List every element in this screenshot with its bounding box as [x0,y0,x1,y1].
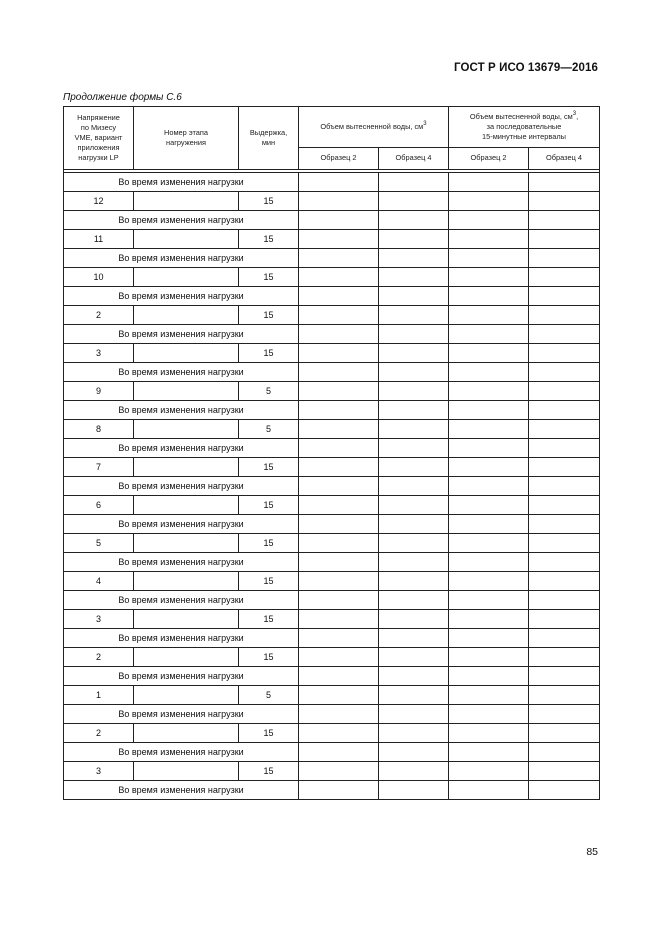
sample-4-interval-cell[interactable] [529,173,600,192]
load-change-label: Во время изменения нагрузки [64,515,299,534]
table-row-stage [64,724,600,743]
hold-time-cell: 15 [239,458,299,477]
stage-number-cell[interactable] [134,230,239,249]
sample-2-volume-cell[interactable] [299,420,379,439]
sample-4-volume-cell[interactable] [379,458,449,477]
stage-number-cell[interactable] [134,382,239,401]
table-row-load-change [64,553,600,572]
sample-4-interval-cell[interactable] [529,667,600,686]
form-caption: Продолжение формы С.6 [63,92,182,103]
sample-2-volume-cell[interactable] [299,287,379,306]
header-interval-volume: Объем вытесненной воды, $см^3$, за последовательные 15-минутные интервалы [449,107,600,148]
stage-number-cell[interactable] [134,420,239,439]
sample-2-interval-cell[interactable] [449,192,529,211]
sample-4-interval-cell[interactable] [529,249,600,268]
sample-2-volume-cell[interactable] [299,439,379,458]
load-change-label: Во время изменения нагрузки [64,249,299,268]
sample-4-volume-cell[interactable] [379,211,449,230]
table-row-stage [64,344,600,363]
page-number: 85 [586,846,598,858]
sample-4-interval-cell[interactable] [529,515,600,534]
sample-2-interval-cell[interactable] [449,249,529,268]
table-row-load-change [64,515,600,534]
voltage-cell: 2 [64,306,134,325]
sample-2-interval-cell[interactable] [449,211,529,230]
sample-4-interval-cell[interactable] [529,287,600,306]
hold-time-cell: 15 [239,534,299,553]
table-row-stage [64,572,600,591]
table-row-load-change [64,325,600,344]
table-row-load-change [64,781,600,800]
sample-4-interval-cell[interactable] [529,534,600,553]
table-row-stage [64,496,600,515]
voltage-cell: 3 [64,610,134,629]
sample-2-volume-cell[interactable] [299,211,379,230]
sample-4-volume-cell[interactable] [379,249,449,268]
sample-2-interval-cell[interactable] [449,401,529,420]
load-change-label: Во время изменения нагрузки [64,477,299,496]
sample-2-volume-cell[interactable] [299,781,379,800]
load-change-label: Во время изменения нагрузки [64,591,299,610]
load-change-label: Во время изменения нагрузки [64,325,299,344]
voltage-cell: 3 [64,762,134,781]
sample-2-interval-cell[interactable] [449,325,529,344]
sample-2-interval-cell[interactable] [449,667,529,686]
table-row-stage [64,648,600,667]
sample-2-volume-cell[interactable] [299,705,379,724]
table-row-load-change [64,743,600,762]
sample-2-volume-cell[interactable] [299,173,379,192]
sample-4-interval-cell[interactable] [529,363,600,382]
table-row-stage [64,686,600,705]
sample-4-volume-cell[interactable] [379,648,449,667]
table-row-load-change [64,667,600,686]
load-change-label: Во время изменения нагрузки [64,211,299,230]
sample-2-interval-cell[interactable] [449,686,529,705]
sample-2-volume-cell[interactable] [299,306,379,325]
voltage-cell: 4 [64,572,134,591]
sample-4-interval-cell[interactable] [529,477,600,496]
hold-time-cell: 15 [239,230,299,249]
sample-2-interval-cell[interactable] [449,610,529,629]
sample-2-volume-cell[interactable] [299,686,379,705]
sample-2-interval-cell[interactable] [449,306,529,325]
sample-2-interval-cell[interactable] [449,629,529,648]
voltage-cell: 8 [64,420,134,439]
stage-number-cell[interactable] [134,344,239,363]
sample-4-volume-cell[interactable] [379,591,449,610]
document-header: ГОСТ Р ИСО 13679—2016 [453,62,598,74]
table-row-load-change [64,173,600,192]
sample-2-interval-cell[interactable] [449,572,529,591]
sample-4-volume-cell[interactable] [379,762,449,781]
sample-4-volume-cell[interactable] [379,534,449,553]
sample-2-interval-cell[interactable] [449,534,529,553]
voltage-cell: 2 [64,724,134,743]
sample-4-interval-cell[interactable] [529,686,600,705]
hold-time-cell: 15 [239,648,299,667]
load-change-label: Во время изменения нагрузки [64,401,299,420]
table-row-stage [64,306,600,325]
sample-4-volume-cell[interactable] [379,306,449,325]
sample-4-interval-cell[interactable] [529,610,600,629]
table-row-stage [64,192,600,211]
sample-4-interval-cell[interactable] [529,268,600,287]
voltage-cell: 10 [64,268,134,287]
sample-2-volume-cell[interactable] [299,325,379,344]
sample-2-interval-cell[interactable] [449,705,529,724]
sample-2-interval-cell[interactable] [449,439,529,458]
voltage-cell: 12 [64,192,134,211]
sample-2-volume-cell[interactable] [299,629,379,648]
load-change-label: Во время изменения нагрузки [64,781,299,800]
sample-2-interval-cell[interactable] [449,762,529,781]
header-interval-sample-4: Образец 4 [529,147,600,169]
stage-number-cell[interactable] [134,724,239,743]
sample-4-interval-cell[interactable] [529,572,600,591]
load-change-label: Во время изменения нагрузки [64,667,299,686]
stage-number-cell[interactable] [134,458,239,477]
sample-4-interval-cell[interactable] [529,325,600,344]
sample-2-volume-cell[interactable] [299,572,379,591]
sample-4-volume-cell[interactable] [379,230,449,249]
sample-2-volume-cell[interactable] [299,724,379,743]
sample-2-volume-cell[interactable] [299,382,379,401]
table-row-stage [64,458,600,477]
sample-4-interval-cell[interactable] [529,648,600,667]
header-sample-2: Образец 2 [299,147,379,169]
sample-4-volume-cell[interactable] [379,781,449,800]
sample-2-volume-cell[interactable] [299,268,379,287]
sample-4-volume-cell[interactable] [379,629,449,648]
header-voltage: Напряжение по Мизесу VME, вариант приложения нагрузки LP [64,107,134,170]
sample-4-volume-cell[interactable] [379,572,449,591]
sample-2-interval-cell[interactable] [449,420,529,439]
sample-2-interval-cell[interactable] [449,230,529,249]
sample-4-interval-cell[interactable] [529,743,600,762]
load-change-label: Во время изменения нагрузки [64,629,299,648]
sample-2-interval-cell[interactable] [449,344,529,363]
sample-4-interval-cell[interactable] [529,705,600,724]
sample-2-interval-cell[interactable] [449,781,529,800]
table-row-load-change [64,591,600,610]
sample-4-volume-cell[interactable] [379,553,449,572]
table-row-stage [64,534,600,553]
sample-2-volume-cell[interactable] [299,192,379,211]
table-row-load-change [64,439,600,458]
table-row-load-change [64,705,600,724]
sample-4-volume-cell[interactable] [379,401,449,420]
sample-2-volume-cell[interactable] [299,534,379,553]
sample-4-volume-cell[interactable] [379,724,449,743]
header-hold-time: Выдержка, мин [239,107,299,170]
table-row-load-change [64,629,600,648]
sample-2-volume-cell[interactable] [299,743,379,762]
sample-2-interval-cell[interactable] [449,268,529,287]
sample-4-interval-cell[interactable] [529,230,600,249]
sample-2-volume-cell[interactable] [299,230,379,249]
table-row-load-change [64,477,600,496]
sample-4-volume-cell[interactable] [379,325,449,344]
sample-4-volume-cell[interactable] [379,515,449,534]
sample-4-interval-cell[interactable] [529,553,600,572]
sample-4-volume-cell[interactable] [379,743,449,762]
hold-time-cell: 15 [239,344,299,363]
header-displaced-volume: Объем вытесненной воды, $см^3$ [299,107,449,148]
table-row-load-change [64,287,600,306]
header-sample-4: Образец 4 [379,147,449,169]
sample-2-interval-cell[interactable] [449,553,529,572]
sample-4-interval-cell[interactable] [529,762,600,781]
voltage-cell: 11 [64,230,134,249]
sample-4-interval-cell[interactable] [529,382,600,401]
sample-4-volume-cell[interactable] [379,173,449,192]
sample-2-interval-cell[interactable] [449,458,529,477]
load-change-label: Во время изменения нагрузки [64,287,299,306]
sample-4-volume-cell[interactable] [379,496,449,515]
sample-4-interval-cell[interactable] [529,420,600,439]
hold-time-cell: 15 [239,724,299,743]
stage-number-cell[interactable] [134,306,239,325]
voltage-cell: 9 [64,382,134,401]
sample-4-volume-cell[interactable] [379,344,449,363]
header-interval-sample-2: Образец 2 [449,147,529,169]
sample-2-interval-cell[interactable] [449,496,529,515]
sample-4-volume-cell[interactable] [379,610,449,629]
voltage-cell: 2 [64,648,134,667]
table-row-stage [64,762,600,781]
stage-number-cell[interactable] [134,496,239,515]
table-row-stage [64,420,600,439]
hold-time-cell: 15 [239,192,299,211]
sample-4-interval-cell[interactable] [529,344,600,363]
table-row-stage [64,268,600,287]
voltage-cell: 5 [64,534,134,553]
sample-2-interval-cell[interactable] [449,287,529,306]
sample-4-volume-cell[interactable] [379,268,449,287]
sample-4-interval-cell[interactable] [529,591,600,610]
sample-4-interval-cell[interactable] [529,401,600,420]
sample-2-volume-cell[interactable] [299,610,379,629]
sample-2-volume-cell[interactable] [299,344,379,363]
sample-2-volume-cell[interactable] [299,667,379,686]
hold-time-cell: 5 [239,420,299,439]
sample-2-interval-cell[interactable] [449,363,529,382]
sample-2-volume-cell[interactable] [299,553,379,572]
hold-time-cell: 15 [239,572,299,591]
sample-2-interval-cell[interactable] [449,724,529,743]
load-change-label: Во время изменения нагрузки [64,743,299,762]
hold-time-cell: 5 [239,686,299,705]
sample-2-volume-cell[interactable] [299,249,379,268]
sample-2-volume-cell[interactable] [299,363,379,382]
sample-2-volume-cell[interactable] [299,762,379,781]
sample-4-volume-cell[interactable] [379,420,449,439]
sample-4-interval-cell[interactable] [529,439,600,458]
load-form-table [63,106,600,800]
sample-2-volume-cell[interactable] [299,515,379,534]
hold-time-cell: 15 [239,496,299,515]
sample-4-volume-cell[interactable] [379,192,449,211]
voltage-cell: 3 [64,344,134,363]
sample-4-interval-cell[interactable] [529,211,600,230]
sample-2-interval-cell[interactable] [449,591,529,610]
stage-number-cell[interactable] [134,610,239,629]
sample-2-volume-cell[interactable] [299,458,379,477]
stage-number-cell[interactable] [134,686,239,705]
table-row-load-change [64,249,600,268]
header-stage-number: Номер этапа нагружения [134,107,239,170]
table-body [64,170,600,800]
sample-4-volume-cell[interactable] [379,705,449,724]
hold-time-cell: 15 [239,268,299,287]
sample-4-volume-cell[interactable] [379,287,449,306]
sample-2-volume-cell[interactable] [299,591,379,610]
voltage-cell: 6 [64,496,134,515]
sample-2-volume-cell[interactable] [299,477,379,496]
stage-number-cell[interactable] [134,192,239,211]
table-row-stage [64,382,600,401]
voltage-cell: 1 [64,686,134,705]
sample-4-volume-cell[interactable] [379,667,449,686]
sample-4-volume-cell[interactable] [379,439,449,458]
sample-4-volume-cell[interactable] [379,363,449,382]
table-row-stage [64,610,600,629]
sample-2-volume-cell[interactable] [299,401,379,420]
sample-2-interval-cell[interactable] [449,648,529,667]
sample-2-volume-cell[interactable] [299,648,379,667]
load-change-label: Во время изменения нагрузки [64,553,299,572]
load-change-label: Во время изменения нагрузки [64,705,299,724]
sample-2-volume-cell[interactable] [299,496,379,515]
stage-number-cell[interactable] [134,268,239,287]
sample-2-interval-cell[interactable] [449,743,529,762]
table-row-stage [64,230,600,249]
sample-2-interval-cell[interactable] [449,173,529,192]
sample-2-interval-cell[interactable] [449,515,529,534]
table-row-load-change [64,363,600,382]
load-change-label: Во время изменения нагрузки [64,439,299,458]
sample-4-interval-cell[interactable] [529,192,600,211]
sample-4-interval-cell[interactable] [529,458,600,477]
load-change-label: Во время изменения нагрузки [64,363,299,382]
stage-number-cell[interactable] [134,762,239,781]
sample-4-interval-cell[interactable] [529,629,600,648]
sample-2-interval-cell[interactable] [449,477,529,496]
sample-4-volume-cell[interactable] [379,382,449,401]
table-row-load-change [64,401,600,420]
stage-number-cell[interactable] [134,648,239,667]
sample-4-interval-cell[interactable] [529,781,600,800]
table-row-load-change [64,211,600,230]
voltage-cell: 7 [64,458,134,477]
sample-4-volume-cell[interactable] [379,686,449,705]
stage-number-cell[interactable] [134,534,239,553]
hold-time-cell: 15 [239,306,299,325]
sample-4-interval-cell[interactable] [529,496,600,515]
hold-time-cell: 15 [239,762,299,781]
sample-4-volume-cell[interactable] [379,477,449,496]
load-change-label: Во время изменения нагрузки [64,173,299,192]
sample-4-interval-cell[interactable] [529,306,600,325]
hold-time-cell: 15 [239,610,299,629]
sample-4-interval-cell[interactable] [529,724,600,743]
sample-2-interval-cell[interactable] [449,382,529,401]
stage-number-cell[interactable] [134,572,239,591]
hold-time-cell: 5 [239,382,299,401]
